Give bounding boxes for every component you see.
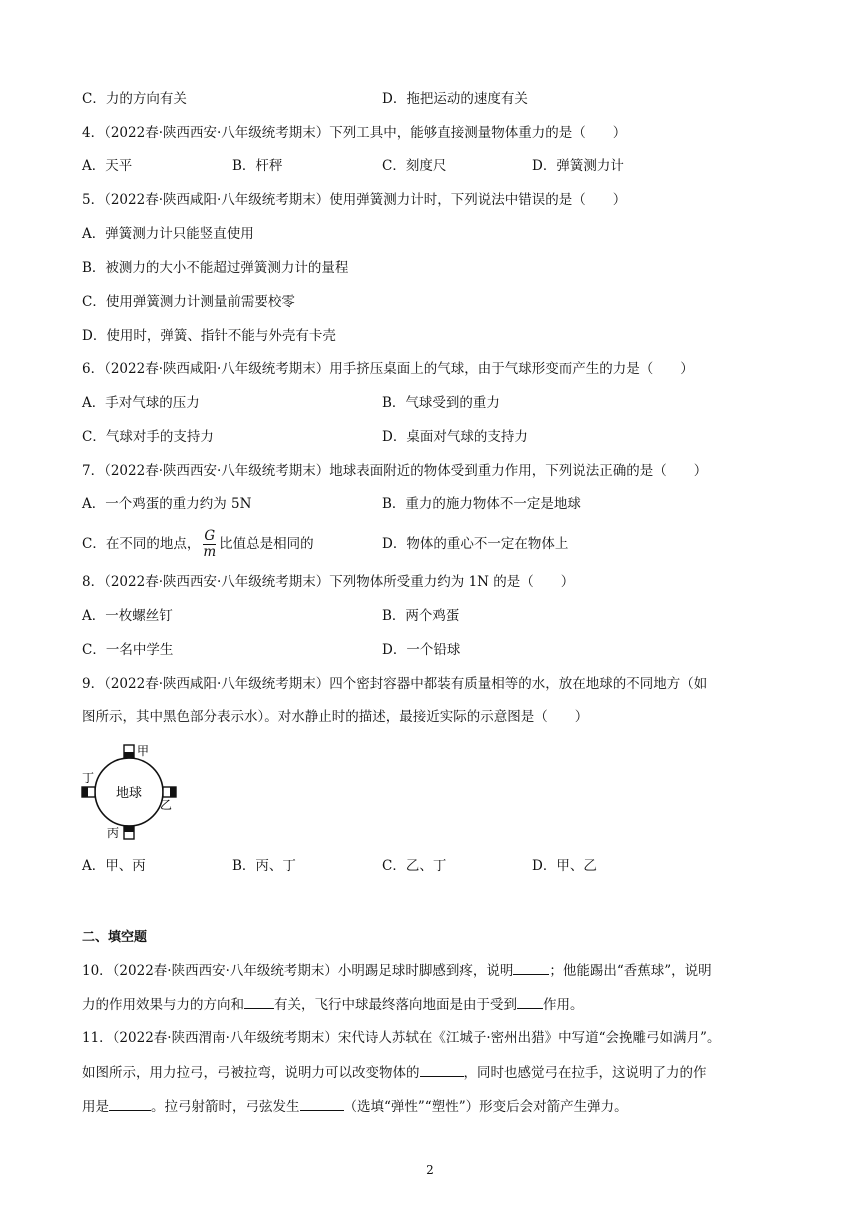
q10-text-1: 10．（2022春·陕西西安·八年级统考期末）小明踢足球时脚感到疼，说明	[82, 963, 514, 979]
container-bing	[124, 826, 134, 839]
container-jia	[124, 745, 134, 758]
q10-text-2: ；他能踢出“香蕉球”，说明	[549, 963, 712, 979]
q7-option-d: D．物体的重心不一定在物体上	[382, 536, 569, 552]
fraction-denominator: m	[203, 544, 217, 560]
q4-option-d: D．弹簧测力计	[532, 158, 624, 174]
q8-option-b: B．两个鸡蛋	[382, 608, 460, 624]
q5-option-a: A．弹簧测力计只能竖直使用	[82, 226, 254, 242]
q11-text-5: （选填“弹性”“塑性”）形变后会对箭产生弹力。	[343, 1099, 628, 1115]
q9-stem-line1: 9．（2022春·陕西咸阳·八年级统考期末）四个密封容器中都装有质量相等的水，放在地球的不同地方（如	[82, 676, 708, 692]
q11-blank-3	[300, 1096, 344, 1111]
q6-option-c: C．气球对手的支持力	[82, 429, 214, 445]
label-bing: 丙	[107, 826, 120, 840]
q7-option-c-suffix: 比值总是相同的	[219, 536, 314, 552]
q4-option-c: C．刻度尺	[382, 158, 447, 174]
q11-text-2: ，同时也感觉弓在拉手，这说明了力的作	[463, 1065, 707, 1081]
q11-text-3: 用是	[82, 1099, 109, 1115]
q11-line3	[82, 1096, 628, 1117]
q3-option-d: D．拖把运动的速度有关	[382, 91, 528, 107]
q4-option-b: B．杆秤	[232, 158, 283, 174]
q10-blank-2	[244, 994, 274, 1009]
q6-stem: 6．（2022春·陕西咸阳·八年级统考期末）用手挤压桌面上的气球，由于气球形变而产生的力是（ ）	[82, 361, 694, 377]
g-over-m-fraction	[203, 529, 216, 560]
q4-option-a: A．天平	[82, 158, 133, 174]
q10-line2	[82, 994, 584, 1015]
q11-blank-2	[109, 1096, 151, 1111]
q11-text-4: 。拉弓射箭时，弓弦发生	[151, 1099, 300, 1115]
q11-blank-1	[420, 1062, 464, 1077]
earth-label: 地球	[115, 786, 143, 801]
q10-text-3: 力的作用效果与力的方向和	[82, 997, 244, 1013]
q7-option-b: B．重力的施力物体不一定是地球	[382, 496, 581, 512]
q10-blank-1	[513, 960, 549, 975]
label-ding: 丁	[82, 771, 95, 785]
q11-line1: 11．（2022春·陕西渭南·八年级统考期末）宋代诗人苏轼在《江城子·密州出猎》中写道“会挽雕弓如满月”。	[82, 1030, 721, 1046]
q5-option-d: D．使用时，弹簧、指针不能与外壳有卡壳	[82, 328, 336, 344]
q7-stem: 7．（2022春·陕西西安·八年级统考期末）地球表面附近的物体受到重力作用，下列说法正确的是（ ）	[82, 463, 708, 479]
earth-containers-figure	[78, 742, 188, 842]
q5-option-b: B．被测力的大小不能超过弹簧测力计的量程	[82, 260, 349, 276]
q9-option-d: D．甲、乙	[532, 858, 597, 874]
q8-option-d: D．一个铅球	[382, 642, 461, 658]
q5-stem: 5．（2022春·陕西咸阳·八年级统考期末）使用弹簧测力计时，下列说法中错误的是（ ）	[82, 192, 627, 208]
q6-option-b: B．气球受到的重力	[382, 395, 500, 411]
q3-option-c: C．力的方向有关	[82, 91, 187, 107]
q8-option-a: A．一枚螺丝钉	[82, 608, 173, 624]
q9-option-c: C．乙、丁	[382, 858, 447, 874]
q11-text-1: 如图所示，用力拉弓，弓被拉弯，说明力可以改变物体的	[82, 1065, 420, 1081]
q6-option-d: D．桌面对气球的支持力	[382, 429, 528, 445]
label-jia: 甲	[137, 744, 150, 758]
fraction-numerator: G	[204, 528, 216, 544]
q10-text-4: 有关，飞行中球最终落向地面是由于受到	[274, 997, 517, 1013]
page-number: 2	[426, 1163, 434, 1177]
q6-option-a: A．手对气球的压力	[82, 395, 200, 411]
container-ding	[82, 787, 95, 797]
q5-option-c: C．使用弹簧测力计测量前需要校零	[82, 294, 295, 310]
q7-option-a: A．一个鸡蛋的重力约为 5N	[82, 496, 252, 512]
q9-option-a: A．甲、丙	[82, 858, 146, 874]
q8-option-c: C．一名中学生	[82, 642, 174, 658]
container-yi	[163, 787, 176, 797]
q11-line2	[82, 1062, 707, 1083]
section-title-fill-in: 二、填空题	[82, 930, 148, 945]
label-yi: 乙	[160, 798, 173, 812]
q10-text-5: 作用。	[543, 997, 584, 1013]
q10-line1	[82, 960, 712, 981]
q10-blank-3	[517, 994, 543, 1009]
q7-option-c	[82, 528, 314, 560]
q9-option-b: B．丙、丁	[232, 858, 296, 874]
q4-stem: 4．（2022春·陕西西安·八年级统考期末）下列工具中，能够直接测量物体重力的是（ ）	[82, 125, 627, 141]
q9-stem-line2: 图所示，其中黑色部分表示水）。对水静止时的描述，最接近实际的示意图是（ ）	[82, 709, 589, 725]
q8-stem: 8．（2022春·陕西西安·八年级统考期末）下列物体所受重力约为 1N 的是（ ）	[82, 574, 575, 590]
q7-option-c-prefix: C．在不同的地点，	[82, 536, 201, 552]
